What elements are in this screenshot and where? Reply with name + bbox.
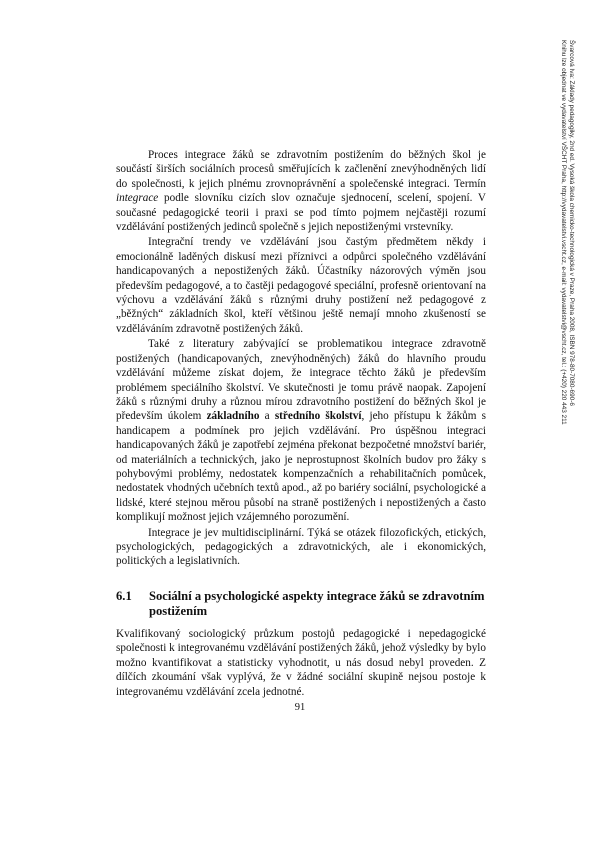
text-run: , jeho přístupu k žákům s handicapem a podmínek pro jejich vzdělávání. Pro úspěšnou integraci handicapovaných žáků je zapotřebí zejména překonat bezpočetné množství bariér, od materiálních a technických, jako je neprostupnost školních budov pro žáky s pohybovými problémy, nedostatek kompenzačních a rehabilitačních pomůcek, nedostatek vhodných učebních textů apod., až po bariéry sociální, psychologické a lidské, které stejnou měrou působí na straně postižených i nepostižených a často komplikují možnost jejich vzájemného porozumění.: [116, 410, 487, 524]
section-number: 6.1: [116, 589, 132, 603]
citation-line: Švarcová Iva: Základy pedagogiky, 2nd ed. Vysoká škola chemicko-technologická v Praze, Praha 2008, ISBN 978-80-7080-690-6: [568, 40, 575, 406]
paragraph: Integrace je jev multidisciplinární. Týká se otázek filozofických, etických, psychologických, pedagogických a zdravotnických, ale i ekonomických, politických a legislativních.: [116, 526, 486, 568]
citation-note: [558, 40, 575, 425]
paragraph: Kvalifikovaný sociologický průzkum postojů pedagogické i nepedagogické společnosti k integrovanému vzdělávání postižených žáků, jehož výsledky by bylo možno kvantifikovat a statisticky vyhodnotit, u nás dosud nebyl proveden. Z dílčích zkoumání však vyplývá, že v žádné sociální skupině nejsou postoje k integrovanému vzdělávání zcela jednotné.: [116, 628, 486, 698]
bold-term: základního: [206, 410, 260, 423]
text-run: a: [259, 410, 275, 423]
section-heading: [116, 589, 486, 619]
main-text: [116, 148, 486, 569]
paragraph: [116, 337, 486, 524]
text-run: podle slovníku cizích slov označuje sjednocení, scelení, spojení. V současné pedagogické teorii i praxi se pod tímto pojmem nejčastěji rozumí vzdělávání postižených jedinců společně s jejich nepostiženými vrstevníky.: [116, 192, 486, 234]
section-title: Sociální a psychologické aspekty integrace žáků se zdravotním postižením: [149, 589, 485, 618]
paragraph: Integrační trendy ve vzdělávání jsou častým předmětem někdy i emocionálně laděných diskusí mezi příznivci a odpůrci společného vzdělávání handicapovaných a nepostižených žáků. Účastníky názorových výměn jsou především pedagogové, a to častěji pedagogové speciální, profesně orientovaní na výchovu a vzdělávání žáků s různými druhy postižení než pedagogové z „běžných“ základních škol, kteří většinou ještě nemají mnoho zkušeností se vzděláváním zdravotně postižených žáků.: [116, 236, 486, 335]
order-info-line: Knihu lze objednat ve vydavatelství VŠCHT Praha, http://vydavatelstvi.vscht.cz, e-mail: vydavatelstvi@vscht.cz, tel.: (+420) 220 443 211: [559, 40, 567, 425]
section-text: [116, 627, 486, 699]
bold-term: středního školství: [274, 410, 362, 423]
text-run: Proces integrace žáků se zdravotním postižením do běžných škol je součástí širších sociálních procesů směřujících k začlenění znevýhodněných lidí do společnosti, k jejich plnému zrovnoprávnění a společenské integraci. Termín: [116, 149, 486, 190]
italic-term: integrace: [116, 192, 159, 205]
page-number: 91: [294, 702, 306, 713]
text-run: Také z literatury zabývající se problematikou integrace zdravotně postižených (handicapovaných, znevýhodněných) žáků do hlavního proudu vzdělávání můžeme získat dojem, že integrace těchto žáků je především problémem speciálního školství. Ve skutečnosti je tomu právě naopak. Zapojení žáků s různými druhy a různou mírou zdravotního postižení do běžných škol je především úkolem: [116, 338, 486, 423]
paragraph: [116, 148, 486, 234]
